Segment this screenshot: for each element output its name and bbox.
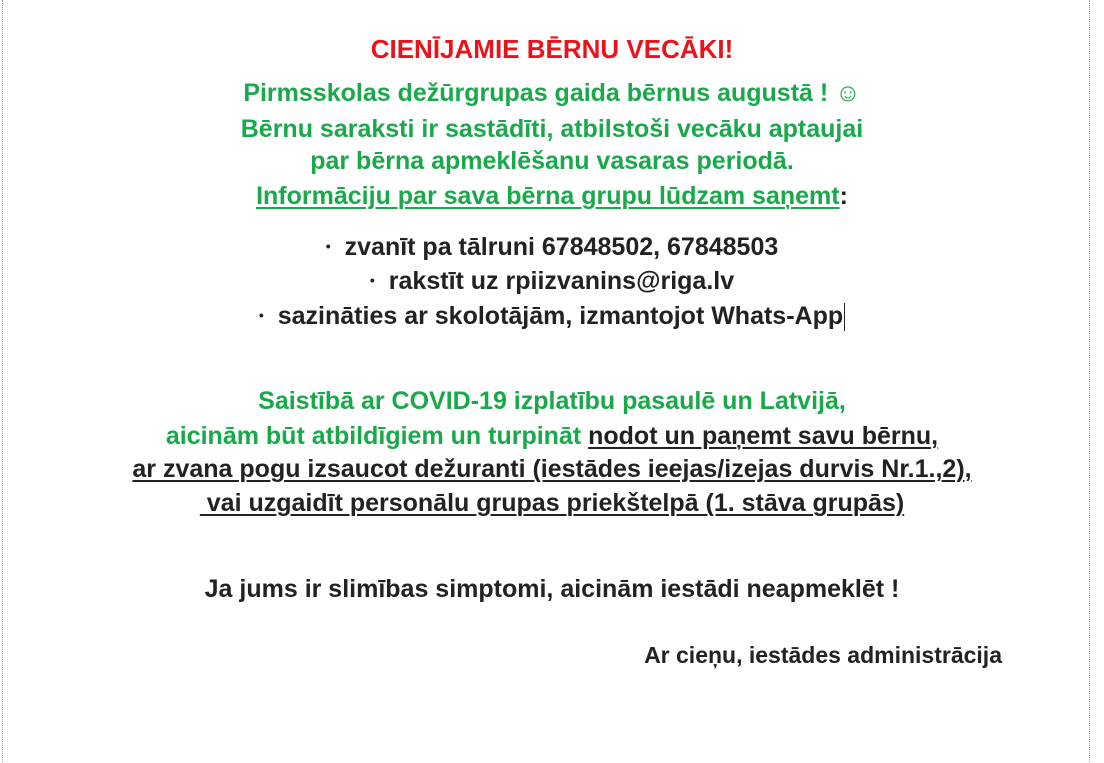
covid-line-1: Saistībā ar COVID-19 izplatību pasaulē un Latvijā, — [258, 387, 846, 415]
bullet-icon: • — [369, 272, 375, 289]
contact-item-email — [0, 266, 1104, 297]
bullet-icon: • — [258, 307, 264, 324]
contact-item-phone — [0, 232, 1104, 263]
info-request-colon: : — [839, 182, 848, 210]
contact-item-whatsapp — [0, 301, 1104, 332]
bullet-icon: • — [325, 238, 331, 255]
covid-line-4 — [0, 488, 1104, 518]
text-cursor — [844, 303, 845, 331]
covid-line-3: ar zvana pogu izsaucot dežuranti (iestādes ieejas/izejas durvis Nr.1.,2), — [132, 455, 972, 483]
covid-line-2-underlined: nodot un paņemt savu bērnu, — [588, 422, 939, 450]
covid-line-2 — [0, 421, 1104, 451]
intro-line-3: par bērna apmeklēšanu vasaras periodā. — [310, 147, 794, 175]
info-request-text: Informāciju par sava bērna grupu lūdzam saņemt — [256, 182, 840, 210]
intro-line-1: Pirmsskolas dežūrgrupas gaida bērnus augustā ! ☺ — [243, 79, 861, 107]
info-request-line — [0, 181, 1104, 211]
covid-line-4-text: vai uzgaidīt personālu grupas priekštelpā (1. stāva grupās) — [199, 489, 905, 517]
symptoms-warning: Ja jums ir slimības simptomi, aicinām iestādi neapmeklēt ! — [204, 575, 900, 603]
contact-phone-text: zvanīt pa tālruni 67848502, 67848503 — [344, 233, 779, 261]
notice-heading: CIENĪJAMIE BĒRNU VECĀKI! — [370, 34, 734, 64]
covid-line-2-green: aicinām būt atbildīgiem un turpināt — [165, 422, 589, 450]
contact-email-text: rakstīt uz rpiizvanins@riga.lv — [388, 267, 735, 295]
contact-whatsapp-text: sazināties ar skolotājām, izmantojot Whats-App — [277, 302, 844, 330]
signature: Ar cieņu, iestādes administrācija — [644, 642, 1002, 668]
intro-line-2: Bērnu saraksti ir sastādīti, atbilstoši vecāku aptaujai — [240, 115, 864, 143]
